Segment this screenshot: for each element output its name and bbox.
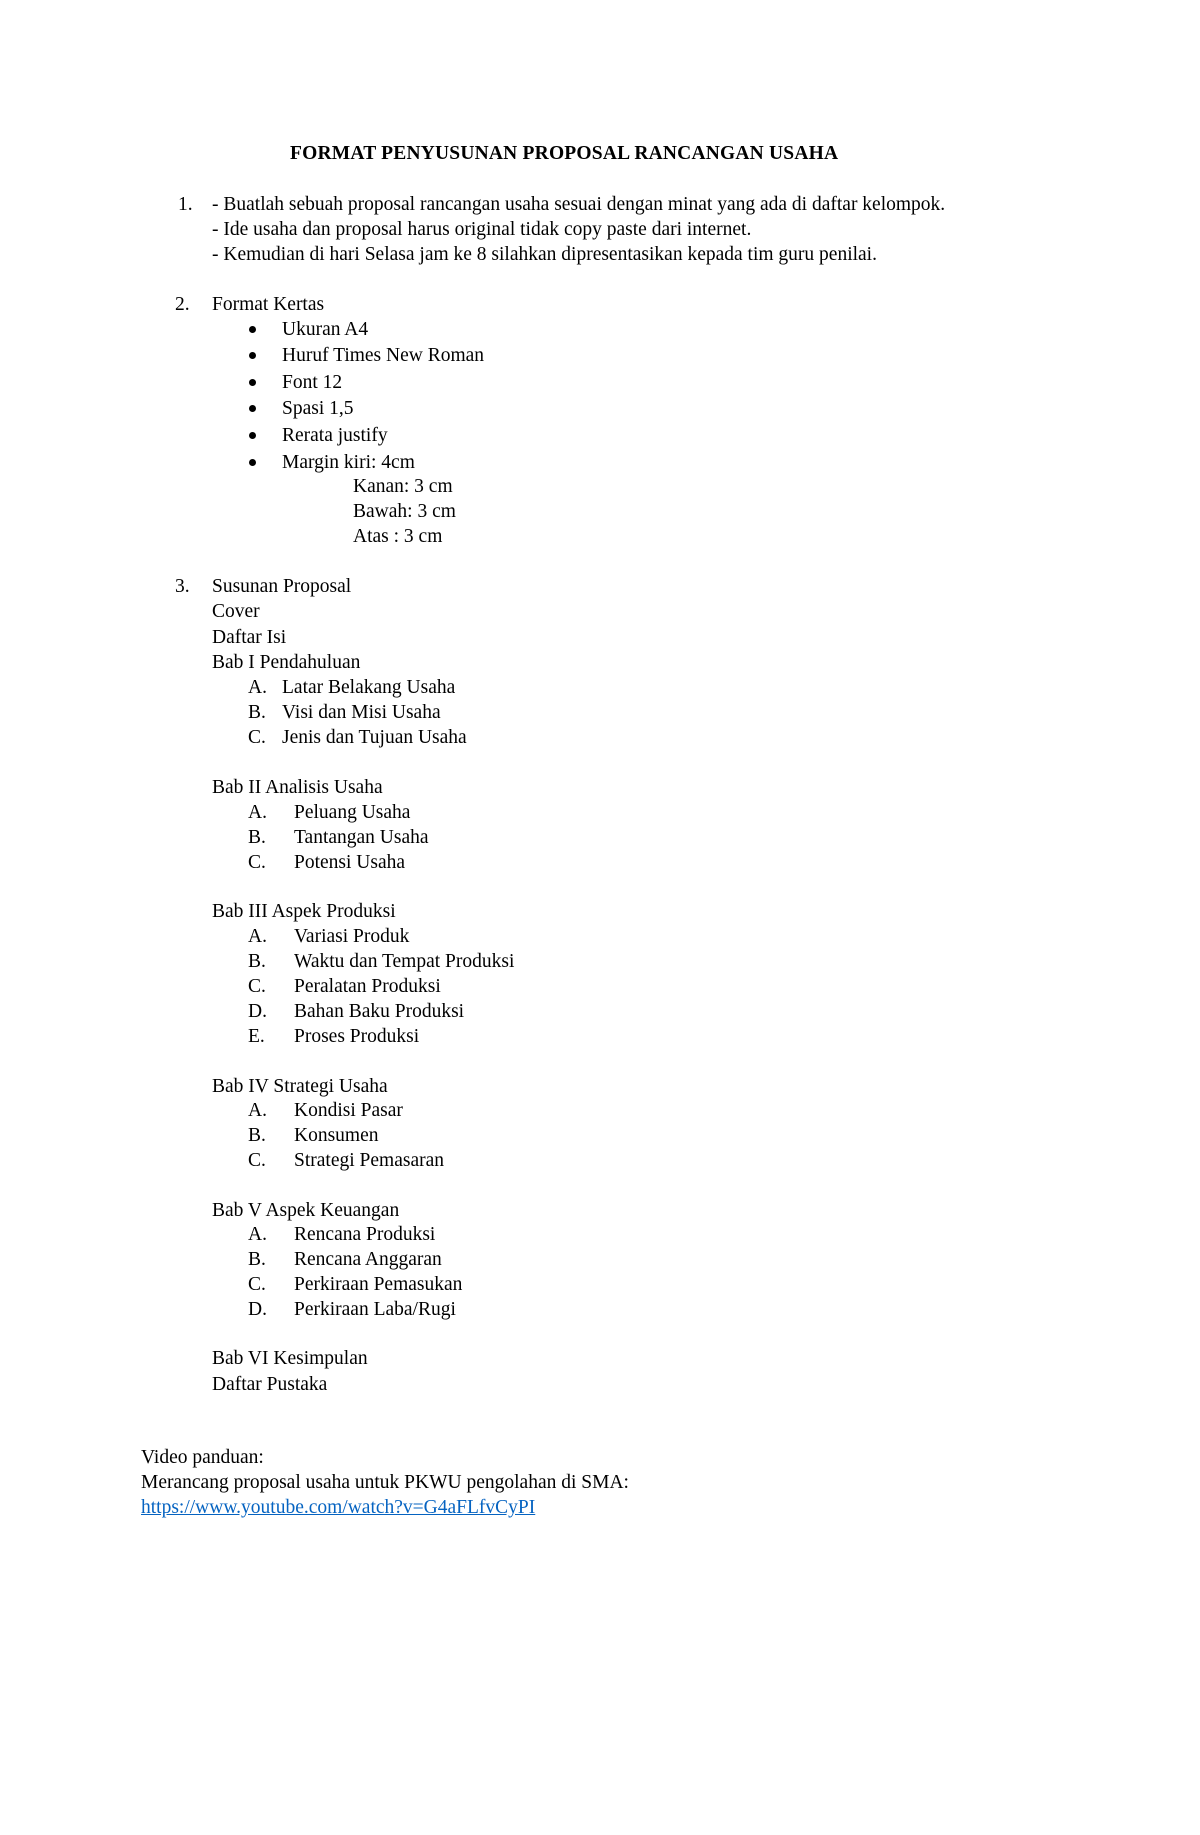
chapter-item-letter: B. [248,951,266,972]
chapter-item-text: Rencana Anggaran [294,1249,442,1270]
chapter-item-letter: A. [248,677,267,698]
bullet-dot-icon [249,326,256,333]
chapter-item-letter: D. [248,1299,267,1320]
section3-heading: Susunan Proposal [212,576,352,597]
chapter-item-letter: A. [248,1100,267,1121]
section3-number: 3. [175,576,190,597]
chapter-item-text: Konsumen [294,1125,379,1146]
chapter-item-text: Variasi Produk [294,926,410,947]
chapter-item-text: Kondisi Pasar [294,1100,403,1121]
bullet-dot-icon [249,432,256,439]
chapter-item-text: Tantangan Usaha [294,827,429,848]
chapter-1-title: Bab I Pendahuluan [212,652,361,673]
margin-bottom: Bawah: 3 cm [353,501,456,522]
chapter-item-text: Rencana Produksi [294,1224,436,1245]
section1-number: 1. [178,194,193,215]
bullet-dot-icon [249,352,256,359]
video-label: Video panduan: [141,1447,264,1468]
chapter-3-title: Bab III Aspek Produksi [212,901,396,922]
chapter-item-text: Peralatan Produksi [294,976,441,997]
chapter-item-letter: C. [248,976,266,997]
chapter-item-text: Peluang Usaha [294,802,411,823]
section2-bullet-5: Rerata justify [282,425,388,446]
video-link[interactable]: https://www.youtube.com/watch?v=G4aFLfvCyPI [141,1497,536,1518]
margin-top: Atas : 3 cm [353,526,443,547]
chapter-item-text: Latar Belakang Usaha [282,677,456,698]
chapter-5-title: Bab V Aspek Keuangan [212,1200,400,1221]
section3-cover: Cover [212,601,260,622]
section2-heading: Format Kertas [212,294,325,315]
chapter-item-text: Jenis dan Tujuan Usaha [282,727,467,748]
section2-bullet-2: Huruf Times New Roman [282,345,485,366]
chapter-4-title: Bab IV Strategi Usaha [212,1076,388,1097]
chapter-item-letter: A. [248,802,267,823]
chapter-item-text: Bahan Baku Produksi [294,1001,465,1022]
chapter-item-letter: B. [248,827,266,848]
bullet-dot-icon [249,459,256,466]
chapter-item-text: Waktu dan Tempat Produksi [294,951,515,972]
chapter-item-text: Proses Produksi [294,1026,420,1047]
chapter-item-letter: B. [248,702,266,723]
section2-number: 2. [175,294,190,315]
document-title: FORMAT PENYUSUNAN PROPOSAL RANCANGAN USAHA [290,143,839,164]
chapter-item-letter: B. [248,1125,266,1146]
section1-line-2: - Ide usaha dan proposal harus original tidak copy paste dari internet. [212,219,752,240]
chapter-item-text: Perkiraan Pemasukan [294,1274,463,1295]
chapter-item-letter: D. [248,1001,267,1022]
chapter-item-letter: C. [248,852,266,873]
section2-bullet-1: Ukuran A4 [282,319,369,340]
section1-line-1: - Buatlah sebuah proposal rancangan usaha sesuai dengan minat yang ada di daftar kelompok. [212,194,946,215]
bullet-dot-icon [249,405,256,412]
chapter-item-letter: C. [248,1274,266,1295]
bullet-dot-icon [249,379,256,386]
chapter-item-text: Perkiraan Laba/Rugi [294,1299,456,1320]
chapter-item-letter: E. [248,1026,265,1047]
bibliography: Daftar Pustaka [212,1374,328,1395]
chapter-item-letter: A. [248,926,267,947]
chapter-6-title: Bab VI Kesimpulan [212,1348,368,1369]
section3-toc: Daftar Isi [212,627,287,648]
chapter-item-text: Potensi Usaha [294,852,406,873]
chapter-item-letter: C. [248,1150,266,1171]
chapter-item-letter: B. [248,1249,266,1270]
chapter-item-letter: A. [248,1224,267,1245]
video-description: Merancang proposal usaha untuk PKWU pengolahan di SMA: [141,1472,629,1493]
chapter-2-title: Bab II Analisis Usaha [212,777,383,798]
chapter-item-letter: C. [248,727,266,748]
section1-line-3: - Kemudian di hari Selasa jam ke 8 silahkan dipresentasikan kepada tim guru penilai. [212,244,877,265]
margin-right: Kanan: 3 cm [353,476,453,497]
chapter-item-text: Visi dan Misi Usaha [282,702,441,723]
section2-bullet-6: Margin kiri: 4cm [282,452,415,473]
section2-bullet-3: Font 12 [282,372,343,393]
section2-bullet-4: Spasi 1,5 [282,398,354,419]
chapter-item-text: Strategi Pemasaran [294,1150,444,1171]
